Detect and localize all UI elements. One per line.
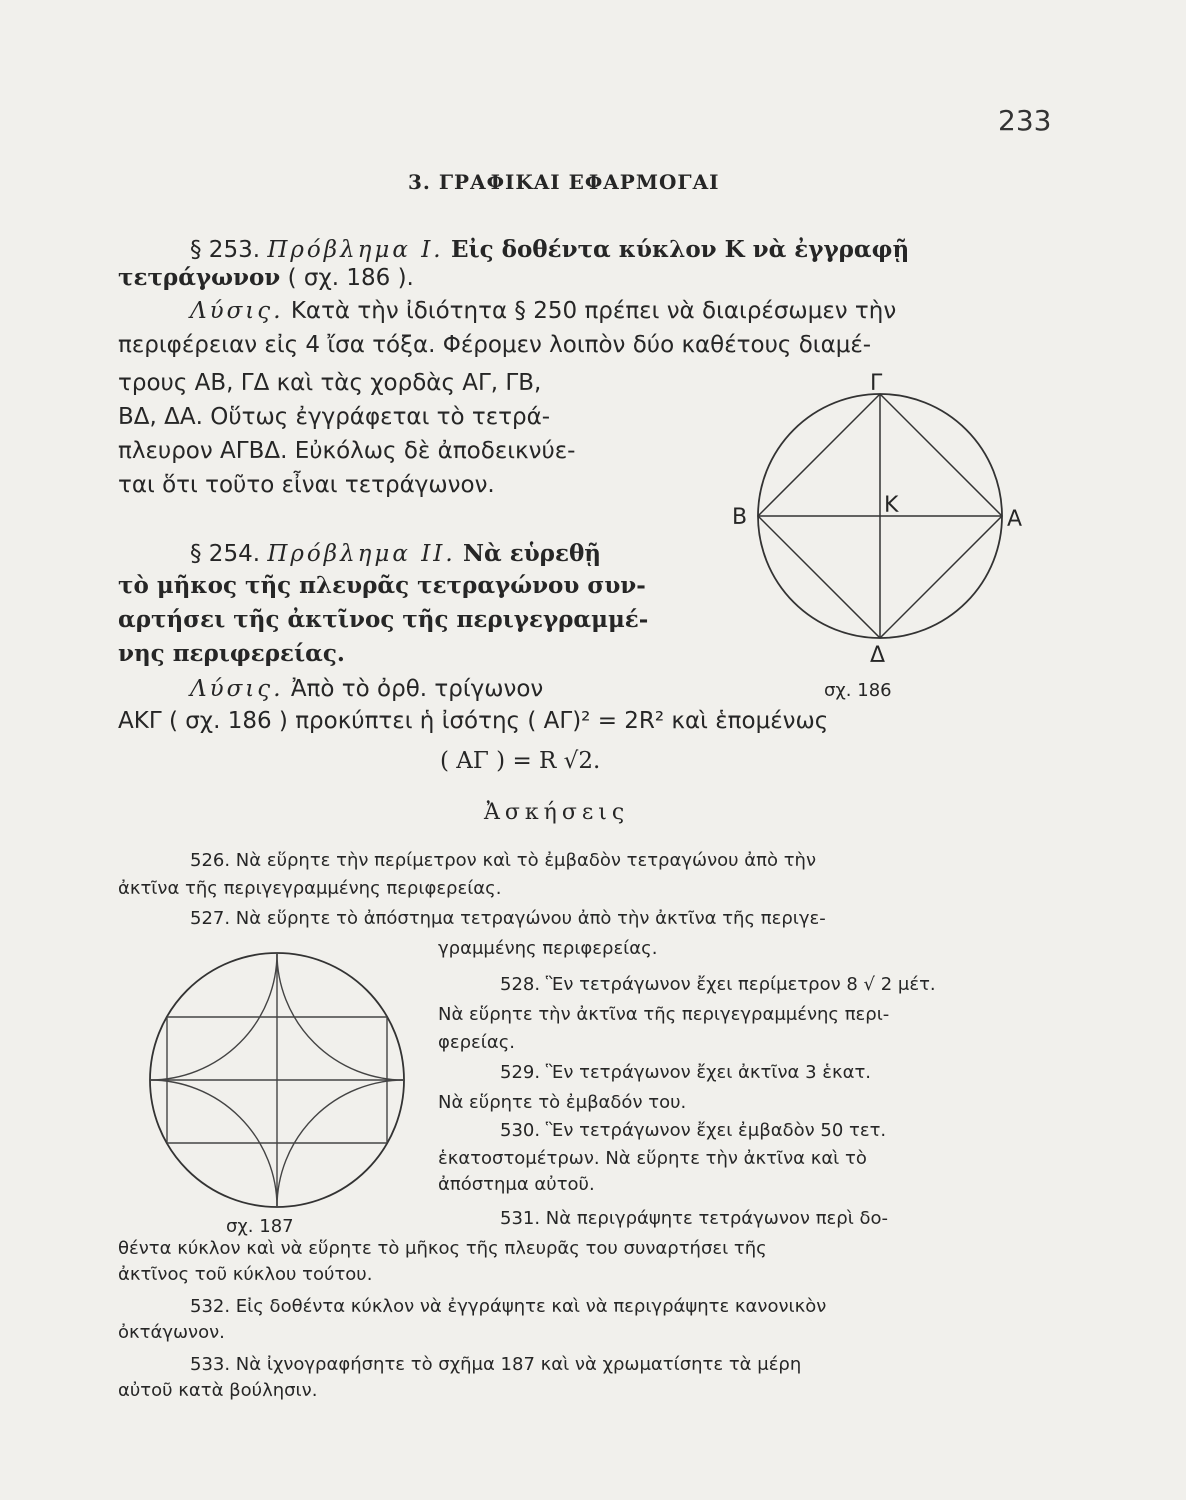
exercise-531-line-3: ἀκτῖνος τοῦ κύκλου τούτου. <box>118 1264 373 1285</box>
exercise-527-line-2: γραμμένης περιφερείας. <box>438 938 658 959</box>
exercise-530-line-2: ἑκατοστομέτρων. Νὰ εὕρητε τὴν ἀκτῖνα καὶ τὸ <box>438 1148 867 1169</box>
solution-253-line-5: πλευρον ΑΓΒΔ. Εὐκόλως δὲ ἀποδεικνύε- <box>118 438 576 464</box>
paragraph-254-line-1 <box>190 540 601 567</box>
solution-253-line-6: ται ὅτι τοῦτο εἶναι τετράγωνον. <box>118 472 495 498</box>
problem-label-2: Πρόβλημα ΙΙ. <box>267 541 456 567</box>
arc-top-right <box>277 950 430 1080</box>
exercise-528-line-2: Νὰ εὕρητε τὴν ἀκτῖνα τῆς περιγεγραμμένης περι- <box>438 1004 890 1025</box>
solution-254-line-2: ΑΚΓ ( σχ. 186 ) προκύπτει ἡ ἰσότης ( ΑΓ)² = 2R² καὶ ἑπομένως <box>118 708 829 734</box>
exercise-532-line-1: 532. Εἰς δοθέντα κύκλον νὰ ἐγγράψητε καὶ νὰ περιγράψητε κανονικὸν <box>190 1296 827 1317</box>
label-kappa: Κ <box>884 493 899 518</box>
problem-statement-2b: τὸ μῆκος τῆς πλευρᾶς τετραγώνου συν- <box>118 572 646 599</box>
exercise-533-line-1: 533. Νὰ ἰχνογραφήσητε τὸ σχῆμα 187 καὶ νὰ χρωματίσητε τὰ μέρη <box>190 1354 802 1375</box>
section-number-253: § 253. <box>190 237 261 263</box>
exercise-528-line-1: 528. Ἓν τετράγωνον ἔχει περίμετρον 8 √ 2 μέτ. <box>500 974 936 995</box>
page-number: 233 <box>998 104 1052 137</box>
formula: ( ΑΓ ) = R √2. <box>440 748 601 774</box>
paragraph-253-line-2 <box>118 264 414 291</box>
exercises-heading: Ἀσκήσεις <box>484 800 630 825</box>
problem-statement-1b: τετράγωνον <box>118 264 281 291</box>
solution-253-line-1 <box>190 298 896 324</box>
section-heading: 3. ΓΡΑΦΙΚΑΙ ΕΦΑΡΜΟΓΑΙ <box>408 170 720 194</box>
solution-253-line-2: περιφέρειαν εἰς 4 ἴσα τόξα. Φέρομεν λοιπὸν δύο καθέτους διαμέ- <box>118 332 872 358</box>
label-delta: Δ <box>870 643 886 668</box>
problem-statement-1a: Εἰς δοθέντα κύκλον Κ νὰ ἐγγραφῇ <box>450 236 910 263</box>
label-beta: Β <box>732 505 748 530</box>
figure-187-caption: σχ. 187 <box>226 1216 294 1237</box>
exercise-530-line-3: ἀπόστημα αὐτοῦ. <box>438 1174 595 1195</box>
figure-186-caption: σχ. 186 <box>824 680 892 701</box>
exercise-533-line-2: αὐτοῦ κατὰ βούλησιν. <box>118 1380 318 1401</box>
solution-253-text-1: Κατὰ τὴν ἰδιότητα § 250 πρέπει νὰ διαιρέσωμεν τὴν <box>290 298 897 324</box>
section-number-254: § 254. <box>190 541 261 567</box>
exercise-531-line-1: 531. Νὰ περιγράψητε τετράγωνον περὶ δο- <box>500 1208 889 1229</box>
exercise-532-line-2: ὀκτάγωνον. <box>118 1322 225 1343</box>
solution-label-1: Λύσις. <box>190 298 284 324</box>
solution-254-line-1 <box>190 676 543 702</box>
figure-186 <box>720 370 1060 710</box>
paragraph-253-line-1 <box>190 236 909 263</box>
exercise-529-line-2: Νὰ εὕρητε τὸ ἐμβαδόν του. <box>438 1092 687 1113</box>
problem-statement-2c: αρτήσει τῆς ἀκτῖνος τῆς περιγεγραμμέ- <box>118 606 649 633</box>
problem-statement-2a: Νὰ εὑρεθῇ <box>463 540 602 567</box>
label-gamma: Γ <box>870 371 883 396</box>
arc-top-left <box>140 950 277 1080</box>
exercise-526-line-2: ἀκτῖνα τῆς περιγεγραμμένης περιφερείας. <box>118 878 502 899</box>
solution-label-2: Λύσις. <box>190 676 284 702</box>
exercise-526-line-1: 526. Νὰ εὕρητε τὴν περίμετρον καὶ τὸ ἐμβαδὸν τετραγώνου ἀπὸ τὴν <box>190 850 817 871</box>
exercise-529-line-1: 529. Ἓν τετράγωνον ἔχει ἀκτῖνα 3 ἑκατ. <box>500 1062 872 1083</box>
figure-ref-186: ( σχ. 186 ). <box>287 265 414 291</box>
exercise-530-line-1: 530. Ἓν τετράγωνον ἔχει ἐμβαδὸν 50 τετ. <box>500 1120 887 1141</box>
exercise-531-line-2: θέντα κύκλον καὶ νὰ εὕρητε τὸ μῆκος τῆς πλευρᾶς του συναρτήσει τῆς <box>118 1238 767 1259</box>
exercise-528-line-3: φερείας. <box>438 1032 516 1053</box>
solution-253-line-4: ΒΔ, ΔΑ. Οὕτως ἐγγράφεται τὸ τετρά- <box>118 404 551 430</box>
arc-bottom-right <box>277 1080 430 1240</box>
solution-253-line-3: τρους ΑΒ, ΓΔ καὶ τὰς χορδὰς ΑΓ, ΓΒ, <box>118 370 542 396</box>
exercise-527-line-1: 527. Νὰ εὕρητε τὸ ἀπόστημα τετραγώνου ἀπὸ τὴν ἀκτῖνα τῆς περιγε- <box>190 908 826 929</box>
solution-254-text-1: Ἀπὸ τὸ ὀρθ. τρίγωνον <box>290 676 544 702</box>
figure-187 <box>140 950 430 1240</box>
label-alpha: Α <box>1007 507 1023 532</box>
problem-statement-2d: νης περιφερείας. <box>118 640 345 667</box>
problem-label-1: Πρόβλημα Ι. <box>267 237 444 263</box>
